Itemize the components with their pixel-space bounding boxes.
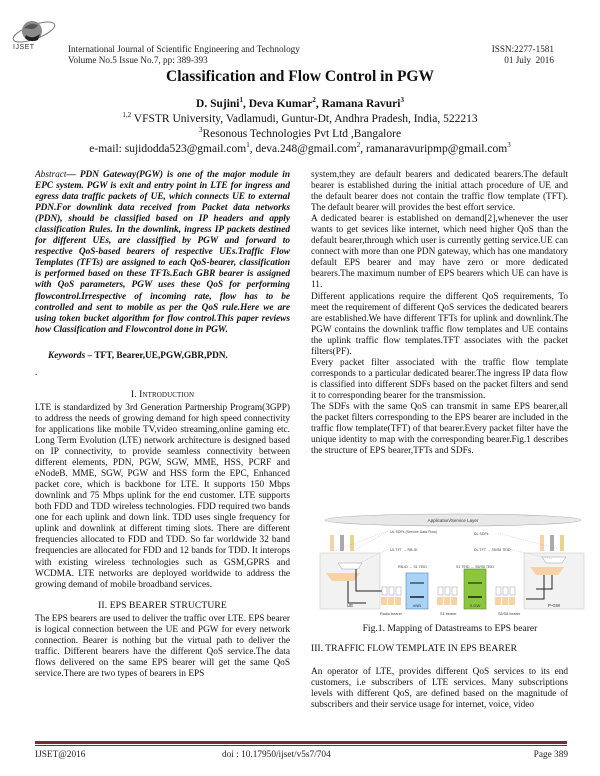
footer-page-number: Page 389 xyxy=(533,750,568,760)
logo-text: IJSET xyxy=(13,44,35,51)
section-heading-tft: III. TRAFFIC FLOW TEMPLATE IN EPS BEARER xyxy=(311,643,518,654)
figure-eps-bearer-diagram xyxy=(318,511,588,616)
affiliation-2 xyxy=(0,127,600,142)
keywords-text: – TFT, Bearer,UE,PGW,GBR,PDN. xyxy=(85,350,228,361)
right-column xyxy=(311,170,568,457)
footer-rule xyxy=(35,741,567,744)
author-names: D. Sujini$^1$, Deva Kumar$^2$, Ramana Ravuri$^3$ xyxy=(196,96,404,110)
email-link[interactable]: deva.248@gmail.com xyxy=(255,143,357,155)
s1-bearer-label: S1 bearer xyxy=(440,612,457,616)
emails: e-mail: sujidodda523@gmail.com$^1$, deva.248@gmail.com$^2$, ramanaravuripmp@gmail.com$^3$ xyxy=(89,141,511,155)
affiliation-sup: 1,2 xyxy=(122,111,132,119)
email-link[interactable]: sujidodda523@gmail.com xyxy=(124,143,247,155)
author-sup: 2 xyxy=(312,96,316,104)
sgw-label: S-GW xyxy=(469,603,481,608)
email-label: e-mail: xyxy=(89,143,125,155)
abstract-dash: — xyxy=(66,170,80,180)
email-sup: 1 xyxy=(246,141,250,149)
introduction-text: LTE is standardized by 3rd Generation Partnership Program(3GPP) to address the needs of growing demand for high speed connectivity for applications like mobile TV,video streaming,online gaming etc. Long Term Evolution (LTE) network architecture is designed based on IP connectivity, to provide seamless connectivity between different elements, PDN, PGW, SGW, MME, HSS, PCRF and eNodeB. MME, SGW, PGW and HSS form the EPC, Enhanced packet core, which is backbone for LTE. It supports 150 Mbps downlink and 75 Mbps uplink for the end customer. LTE supports both FDD and TDD wireless technologies. FDD required two bands one for each uplink and down link. TDD uses single frequency for uplink and downlink at different timing slots. There are different frequencies allocated to FDD and TDD. So far worldwide 32 band frequencies are allocated for FDD and 12 bands for TDD. It interops with existing wireless technologies such as GSM,GPRS and WCDMA. LTE networks are deployed worldwide to address the growing demand of mobile broadband services. xyxy=(35,402,290,590)
eps-paragraph: A dedicated bearer is established on demand[2],whenever the user wants to get sevices like internet, which need higher QoS than the default bearer,through which user is currently getting service.UE can connect with more than one PDN gateway, which has one mandatory default EPS bearer and may have zero or more dedicated bearers.The maximum number of EPS bearers which UE can have is 11. xyxy=(311,214,568,291)
volume-info: Volume No.5 Issue No.7, pp: 389-393 xyxy=(68,55,208,65)
email-link[interactable]: ramanaravuripmp@gmail.com xyxy=(365,143,508,155)
email-sup: 2 xyxy=(356,141,361,149)
left-column xyxy=(35,170,290,680)
keywords-label: Keywords xyxy=(48,350,86,361)
footer-doi[interactable]: doi : 10.17950/ijset/v5s7/704 xyxy=(222,750,331,760)
figure-caption: Fig.1. Mapping of Datastreams to EPS bearer xyxy=(362,623,538,634)
author-name: D. Sujini xyxy=(196,98,240,110)
issn: ISSN:2277-1581 xyxy=(491,44,554,54)
stray-mark: . xyxy=(35,367,38,378)
paper-title: Classification and Flow Control in PGW xyxy=(166,68,434,85)
ue-label: UE xyxy=(346,603,354,608)
pgw-label: P-GW xyxy=(547,603,561,608)
eps-bearer-text-left: The EPS bearers are used to deliver the traffic over LTE. EPS bearer is logical connection between the UE and PGW for every network connection. Bearer is nothing but the virtual path to deliver the traffic. Different bearers have the different QoS service.The data flows delivered on the same EPS bearer will get the same QoS service.There are two types of bearers in EPS xyxy=(35,613,290,679)
email-sup: 3 xyxy=(507,141,511,149)
app-layer-label: Application/Service Layer xyxy=(427,518,479,523)
ul-sdfs-label: UL SDFs (Service Data Flow) xyxy=(390,530,437,534)
abstract xyxy=(35,170,290,336)
enb-label: eNB xyxy=(413,603,421,608)
eps-paragraph: Different applications require the different QoS requirements, To meet the requirement of different QoS services the dedicated bearers are established.We have different TFTs for uplink and downlink.The PGW contains the downlink traffic flow templates and UE contains the uplink traffic flow templates.TFT associates with the packet filters(PF). xyxy=(311,291,568,357)
rb-id-label: RB-ID ↔ S1 TEID xyxy=(398,565,427,569)
affiliation-sup: 3 xyxy=(198,126,203,134)
issue-date: 01 July 2016 xyxy=(504,55,554,65)
footer-copyright: IJSET@2016 xyxy=(35,750,86,760)
keywords xyxy=(35,351,290,362)
author-name: Deva Kumar xyxy=(248,98,313,110)
section-heading-eps-bearer: II. EPS BEARER STRUCTURE xyxy=(98,599,227,611)
issn-date xyxy=(492,44,554,66)
author-block xyxy=(0,97,600,157)
affiliation-text: Resonous Technologies Pvt Ltd ,Bangalore xyxy=(202,128,402,140)
eps-paragraph: system,they are default bearers and dedicated bearers.The default bearer is established during the initial attach procedure of UE and the default bearer does not contain the traffic flow template (TFT). The default bearer will provides the best effort service. xyxy=(311,170,568,214)
s5-bearer-label: S5/S8 bearer xyxy=(498,612,521,616)
affiliation-text: VFSTR University, Vadlamudi, Guntur-Dt, Andhra Pradesh, India, 522213 xyxy=(131,113,478,125)
ul-tft-label: UL TFT → RB-ID xyxy=(390,548,418,552)
journal-name: International Journal of Scientific Engineering and Technology xyxy=(68,44,300,54)
eps-paragraph: The SDFs with the same QoS can transmit in same EPS bearer,all the packet filters corresponding to the EPS bearer are included in the traffic flow template(TFT) of that bearer.Every packet filter have the unique identity to map with the corresponding bearer.Fig.1 describes the structure of EPS bearer,TFTs and SDFs. xyxy=(311,401,568,457)
author-sup: 1 xyxy=(239,96,243,104)
dl-tft-label: DL TFT → S5/S8 TEID xyxy=(474,548,511,552)
s1-teid-label: S1 TEID ↔ S5/S8 TEID xyxy=(456,565,495,569)
dl-sdfs-label: DL SDFs xyxy=(474,532,489,536)
journal-logo xyxy=(8,14,58,54)
footer-rule-thin xyxy=(35,745,567,746)
author-sup: 3 xyxy=(400,96,404,104)
radio-bearer-label: Radio bearer xyxy=(380,612,402,616)
abstract-text: PDN Gateway(PGW) is one of the major module in EPC system. PGW is exit and entry point in LTE for ingress and egress data traffic packets of UE, which connects UE to external PDN.For downlink data received from Packet data networks (PDN), should be classified based on IP headers and apply classification Rules. In the downlink, ingress IP packets destined for different UEs, are classiffied by PGW and forward to respective QoS-based bearers of respective UEs.Traffic Flow Templates (TFTs) are assigned to each QoS-bearer, classification is performed based on these TFTs.Each GBR bearer is assigned with QoS parameters, PGW uses these QoS for performing flowcontrol.Irrespective of incoming rate, flow has to be controlled and sent to mobile as per the QoS rule.Here we are using token bucket algorithm for flow control.This paper reviews how Classification and Flowcontrol done in PGW. xyxy=(35,170,290,335)
tft-text: An operator of LTE, provides different QoS services to its end customers, i.e subscribers of LTE services. Many subscriptions levels with different QoS, are defined based on the magnitude of subscribers and their service usage for internet, voice, video xyxy=(311,667,568,711)
journal-info xyxy=(68,44,300,66)
eps-paragraph: Every packet filter associated with the traffic flow template corresponds to a particular dedicated bearer.The ingress IP data flow is classified into different SDFs based on the packet filters and send it to corresponding bearer for the transmission. xyxy=(311,357,568,401)
affiliation-1 xyxy=(0,112,600,127)
section-heading-introduction: I. Introduction xyxy=(130,388,195,400)
author-name: Ramana Ravuri xyxy=(321,98,401,110)
abstract-label: Abstract xyxy=(35,170,67,180)
